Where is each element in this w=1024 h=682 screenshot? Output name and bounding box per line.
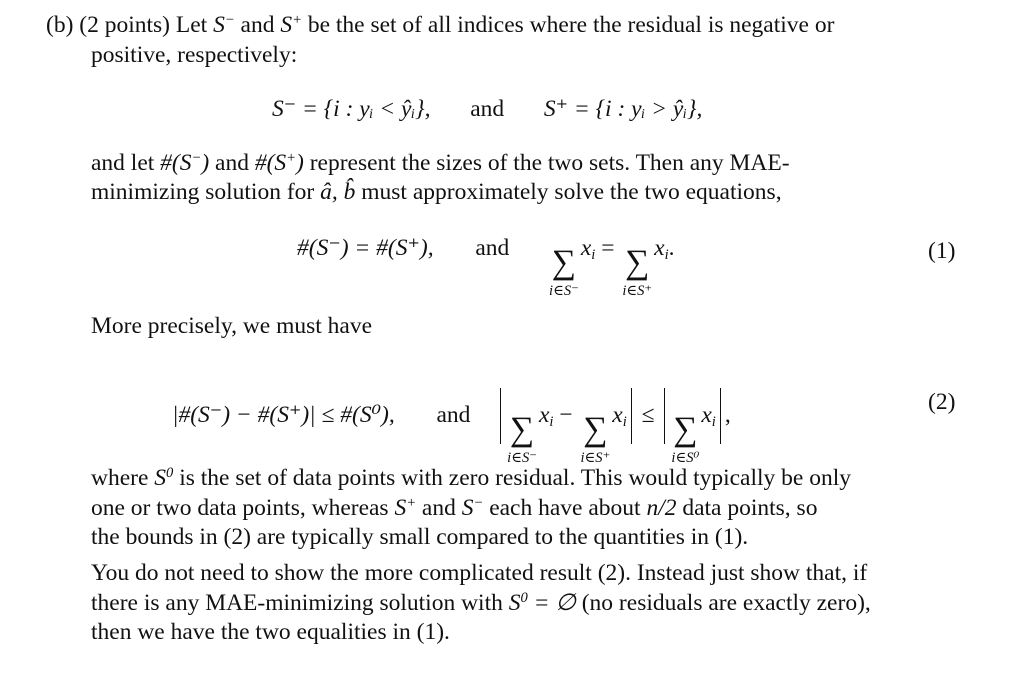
text-there-is: there is any MAE-minimizing solution with — [91, 590, 503, 616]
math-count-s-minus: #(S−) — [160, 150, 210, 176]
text-one-or-two: one or two data points, whereas — [91, 495, 389, 521]
paragraph-b-line1 — [46, 14, 834, 38]
set-def-left: S⁻ = {i : yᵢ < ŷᵢ}, — [272, 96, 431, 122]
math-s-minus: S− — [213, 12, 235, 38]
paragraph-3-line3: the bounds in (2) are typically small compared to the quantities in (1). — [91, 524, 749, 550]
equation-1-number: (1) — [928, 238, 956, 264]
text-no-residuals: (no residuals are exactly zero), — [581, 590, 871, 616]
part-label: (b) — [46, 12, 74, 38]
text-data-points: data points, so — [682, 495, 818, 521]
set-def-right: S⁺ = {i : yᵢ > ŷᵢ}, — [543, 96, 703, 122]
text-must-solve: must approximately solve the two equations, — [361, 179, 782, 205]
math-s-zero-empty: $S^0$ = ∅ — [508, 590, 576, 616]
math-a-hat-b-hat: â, b̂ — [320, 179, 356, 205]
paragraph-2-line1 — [91, 152, 790, 176]
eq2-sum-right: ∑ i∈S⁺ — [580, 411, 611, 466]
paragraph-4-line3: then we have the two equalities in (1). — [91, 619, 450, 645]
math-s-plus: S+ — [394, 495, 417, 521]
eq1-sum-right: ∑ i∈S⁺ — [622, 244, 653, 299]
text-represent: represent the sizes of the two sets. Then any MAE- — [309, 150, 790, 176]
eq2-sum-left: ∑ i∈S⁻ — [507, 411, 537, 466]
paragraph-3-line1 — [91, 467, 851, 491]
math-s-plus: S+ — [280, 12, 302, 38]
set-definition-equation — [272, 98, 702, 122]
text-each-have: each have about — [489, 495, 641, 521]
more-precisely-text: More precisely, we must have — [91, 313, 373, 339]
math-s-minus: S− — [461, 495, 484, 521]
text-sets-description: be the set of all indices where the residual is negative or — [307, 12, 835, 38]
text-minimizing: minimizing solution for — [91, 179, 315, 205]
text-zero-residual: is the set of data points with zero residual. This would typically be only — [179, 465, 852, 491]
text-and-let: and let — [91, 150, 155, 176]
paragraph-4-line2 — [91, 592, 871, 616]
equation-2-number: (2) — [928, 389, 956, 415]
paragraph-4-line1: You do not need to show the more complicated result (2). Instead just show that, if — [91, 560, 868, 586]
paragraph-2-line2 — [91, 181, 782, 205]
math-count-s-plus: #(S+) — [254, 150, 304, 176]
math-n-over-2: n/2 — [646, 495, 677, 521]
points-label: (2 points) — [79, 12, 171, 38]
eq2-lhs: |#(S⁻) − #(S⁺)| ≤ #(S⁰), — [172, 402, 395, 428]
equation-1: #(S⁻) = #(S⁺), and ∑ i∈S⁻ $x_i$ = ∑ i∈S⁺ $x_i$. — [297, 235, 675, 299]
paragraph-3-line2 — [91, 497, 817, 521]
equation-2: |#(S⁻) − #(S⁺)| ≤ #(S⁰), and ∑ i∈S⁻ $x_i$ − ∑ i∈S⁺ $x_i$ ≤ ∑ i∈S⁰ $x_i$ , — [172, 388, 731, 465]
set-def-connector: and — [470, 96, 505, 122]
math-s-zero: $S^0$ — [154, 465, 174, 491]
paragraph-b-line2: positive, respectively: — [91, 42, 298, 68]
eq2-sum-zero: ∑ i∈S⁰ — [671, 411, 700, 466]
eq1-lhs: #(S⁻) = #(S⁺), — [297, 235, 434, 261]
eq1-sum-left: ∑ i∈S⁻ — [549, 244, 579, 299]
text-and: and — [240, 12, 275, 38]
text-and: and — [215, 150, 249, 176]
eq1-connector: and — [475, 235, 510, 261]
eq2-connector: and — [436, 402, 471, 428]
text-let: Let — [175, 12, 208, 38]
text-and: and — [421, 495, 456, 521]
text-where: where — [91, 465, 149, 491]
